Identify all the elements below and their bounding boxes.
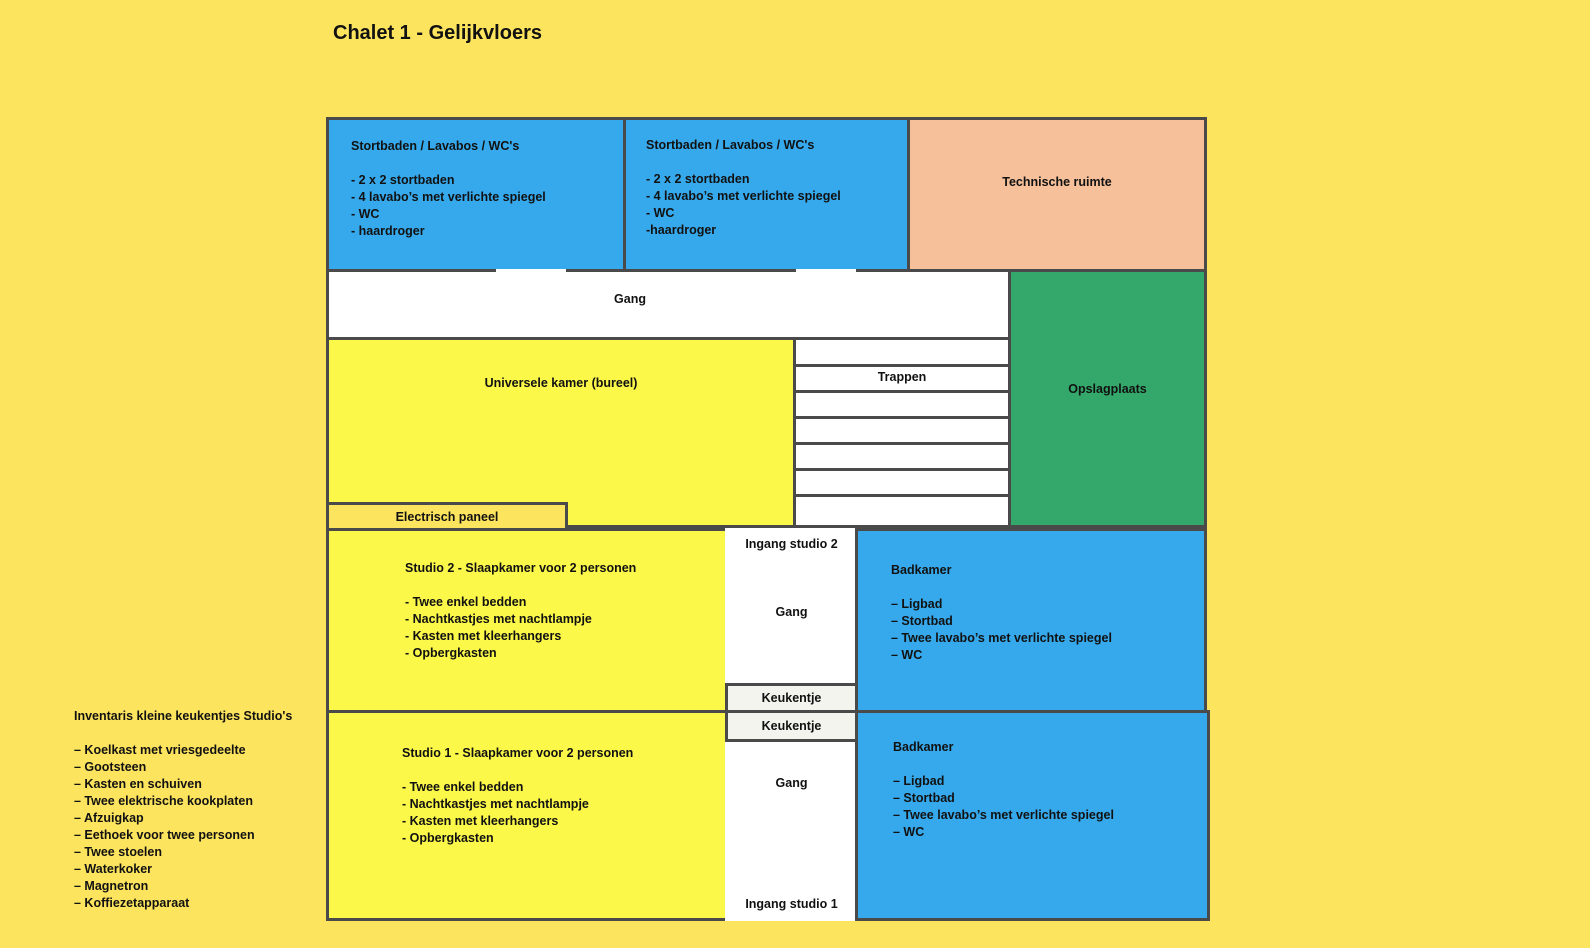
room-studio2 [326, 528, 728, 713]
room-item: – Ligbad [893, 774, 945, 788]
room-stairs-label: Trappen [877, 370, 927, 384]
room-item: – Twee lavabo’s met verlichte spiegel [893, 808, 1114, 822]
room-studio1 [326, 710, 728, 921]
stair-step [796, 468, 1008, 471]
room-hall-studio1 [725, 739, 858, 921]
room-office-label: Universele kamer (bureel) [484, 376, 638, 390]
wall [326, 269, 496, 272]
room-item: - Nachtkastjes met nachtlampje [402, 797, 589, 811]
stair-step [796, 416, 1008, 419]
room-item: - 4 lavabo’s met verlichte spiegel [646, 189, 841, 203]
room-kitchen2-label: Keukentje [761, 691, 822, 705]
stair-step [796, 364, 1008, 367]
room-panel-label: Electrisch paneel [395, 510, 499, 524]
door-opening [796, 269, 856, 272]
room-storage-label: Opslagplaats [1068, 382, 1147, 396]
room-hall-top [326, 269, 1011, 340]
room-item: - Twee enkel bedden [402, 780, 524, 794]
room-storage [1008, 269, 1207, 528]
room-item: – Twee lavabo’s met verlichte spiegel [891, 631, 1112, 645]
room-item: - Opbergkasten [405, 646, 497, 660]
room-item: -haardroger [646, 223, 717, 237]
inventory-heading: Inventaris kleine keukentjes Studio's [74, 709, 293, 723]
room-item: – Ligbad [891, 597, 943, 611]
inventory-item: – Magnetron [74, 879, 149, 893]
stair-step [796, 390, 1008, 393]
inventory-item: – Gootsteen [74, 760, 147, 774]
kitchen-inventory [74, 708, 292, 912]
room-stairs [793, 337, 1011, 528]
room-kitchen2 [725, 683, 858, 713]
door-opening [496, 269, 566, 272]
room-item: - WC [646, 206, 675, 220]
room-item: – Stortbad [891, 614, 953, 628]
room-item: - haardroger [351, 224, 425, 238]
room-bath-left [326, 117, 626, 272]
room-item: – WC [893, 825, 925, 839]
room-item: – WC [891, 648, 923, 662]
room-heading: Studio 2 - Slaapkamer voor 2 personen [405, 561, 637, 575]
room-heading: Badkamer [893, 740, 954, 754]
room-item: - Nachtkastjes met nachtlampje [405, 612, 592, 626]
wall [566, 269, 796, 272]
inventory-item: – Eethoek voor twee personen [74, 828, 255, 842]
stair-step [796, 494, 1008, 497]
inventory-item: – Twee elektrische kookplaten [74, 794, 254, 808]
room-item: - 4 lavabo’s met verlichte spiegel [351, 190, 546, 204]
room-item: - 2 x 2 stortbaden [646, 172, 750, 186]
room-item: – Stortbad [893, 791, 955, 805]
room-bath-right-text [646, 137, 841, 239]
room-studio2-text [405, 560, 636, 662]
inventory-item: – Kasten en schuiven [74, 777, 202, 791]
stair-step [796, 442, 1008, 445]
room-studio1-text [402, 745, 633, 847]
inventory-item: – Afzuigkap [74, 811, 144, 825]
room-item: - Opbergkasten [402, 831, 494, 845]
inventory-item: – Koffiezetapparaat [74, 896, 190, 910]
room-panel [326, 502, 568, 531]
room-heading: Stortbaden / Lavabos / WC's [351, 139, 520, 153]
entrance-studio2-label: Ingang studio 2 [745, 537, 838, 551]
room-bath-right [623, 117, 910, 272]
room-heading: Badkamer [891, 563, 952, 577]
room-item: - Twee enkel bedden [405, 595, 527, 609]
room-badkamer1-text [893, 739, 1114, 841]
entrance-studio1-label: Ingang studio 1 [745, 897, 838, 911]
room-bath-left-text [351, 138, 546, 240]
room-office [326, 337, 796, 528]
room-item: - 2 x 2 stortbaden [351, 173, 455, 187]
room-kitchen1 [725, 710, 858, 742]
room-badkamer1 [855, 710, 1210, 921]
room-item: - WC [351, 207, 380, 221]
room-item: - Kasten met kleerhangers [402, 814, 559, 828]
room-hall-top-label: Gang [614, 292, 646, 306]
room-kitchen1-label: Keukentje [761, 719, 822, 733]
room-item: - Kasten met kleerhangers [405, 629, 562, 643]
inventory-item: – Waterkoker [74, 862, 153, 876]
room-badkamer2-text [891, 562, 1112, 664]
room-heading: Studio 1 - Slaapkamer voor 2 personen [402, 746, 634, 760]
room-hall-studio2-label: Gang [775, 605, 808, 619]
floorplan-title: Chalet 1 - Gelijkvloers [333, 22, 542, 44]
inventory-item: – Koelkast met vriesgedeelte [74, 743, 246, 757]
room-hall-studio2 [725, 528, 858, 686]
wall [856, 269, 1011, 272]
inventory-item: – Twee stoelen [74, 845, 162, 859]
room-hall-studio1-label: Gang [775, 776, 808, 790]
room-technical [907, 117, 1207, 272]
room-heading: Stortbaden / Lavabos / WC's [646, 138, 815, 152]
room-technical-label: Technische ruimte [1002, 175, 1112, 189]
room-badkamer2 [855, 528, 1207, 713]
